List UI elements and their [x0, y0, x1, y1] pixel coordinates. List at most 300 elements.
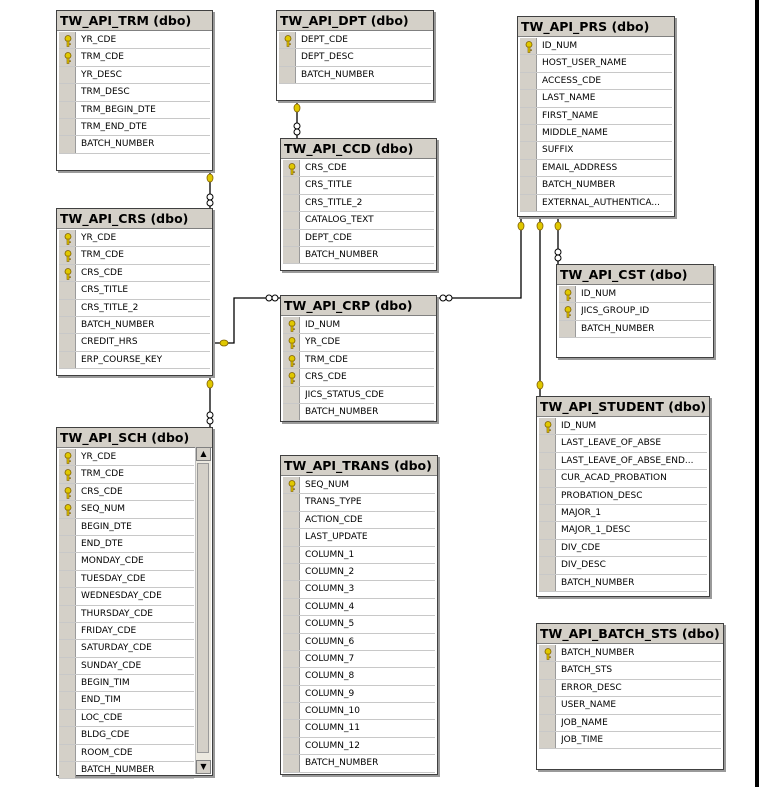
column-row[interactable] [539, 505, 707, 522]
column-row[interactable] [539, 488, 707, 505]
column-name: HOST_USER_NAME [542, 58, 627, 69]
column-row[interactable] [283, 564, 435, 581]
many-end-icon [294, 123, 300, 129]
column-row[interactable] [283, 512, 435, 529]
row-selector[interactable] [539, 435, 556, 451]
row-selector[interactable] [59, 49, 76, 65]
row-selector[interactable] [539, 662, 556, 678]
column-row[interactable] [539, 697, 721, 714]
column-row[interactable] [520, 195, 672, 212]
column-row[interactable] [520, 108, 672, 125]
primary-key-icon [63, 268, 73, 280]
row-selector[interactable] [59, 745, 76, 761]
column-row[interactable] [283, 404, 434, 421]
column-row[interactable] [59, 300, 210, 317]
table-title[interactable]: TW_API_CRP (dbo) [281, 296, 436, 316]
many-end-icon [440, 295, 446, 301]
column-row[interactable] [283, 177, 434, 194]
many-end-icon [555, 249, 561, 255]
column-row[interactable] [539, 470, 707, 487]
row-selector[interactable] [520, 108, 537, 124]
scroll-down-icon[interactable]: ▼ [196, 760, 211, 774]
row-selector[interactable] [520, 160, 537, 176]
column-row[interactable] [59, 745, 194, 762]
column-row[interactable] [283, 317, 434, 334]
column-row[interactable] [59, 588, 194, 605]
column-row[interactable] [59, 230, 210, 247]
row-selector[interactable] [59, 466, 76, 482]
column-name: ERROR_DESC [561, 682, 622, 693]
column-name: ID_NUM [581, 289, 617, 299]
column-list [539, 418, 707, 592]
row-selector[interactable] [59, 317, 76, 333]
row-selector[interactable] [283, 195, 300, 211]
column-name: BLDG_CDE [81, 730, 130, 741]
row-selector[interactable] [283, 529, 300, 545]
column-row[interactable] [59, 606, 194, 623]
column-row[interactable] [59, 675, 194, 692]
column-row[interactable] [283, 160, 434, 177]
column-name: YR_CDE [305, 337, 341, 348]
row-selector[interactable] [539, 645, 556, 661]
column-row[interactable] [59, 32, 210, 49]
column-row[interactable] [539, 435, 707, 452]
table-title[interactable]: TW_API_CCD (dbo) [281, 139, 436, 159]
column-row[interactable] [283, 387, 434, 404]
column-row[interactable] [59, 501, 194, 518]
row-selector[interactable] [59, 334, 76, 350]
column-row[interactable] [59, 265, 210, 282]
column-name: COLUMN_3 [305, 584, 355, 595]
column-name: TRANS_TYPE [305, 497, 362, 508]
row-selector[interactable] [59, 553, 76, 569]
column-row[interactable] [59, 334, 210, 351]
column-row[interactable] [520, 73, 672, 90]
primary-key-icon [63, 487, 73, 499]
row-selector[interactable] [283, 634, 300, 650]
row-selector[interactable] [520, 38, 537, 54]
column-row[interactable] [283, 599, 435, 616]
column-row[interactable] [283, 634, 435, 651]
row-selector[interactable] [283, 317, 300, 333]
column-name: JICS_STATUS_CDE [305, 389, 384, 400]
column-name: ID_NUM [542, 41, 578, 51]
scrollbar-thumb[interactable] [197, 463, 209, 753]
row-selector[interactable] [539, 715, 556, 731]
column-row[interactable] [283, 247, 434, 264]
row-selector[interactable] [539, 418, 556, 434]
column-name: ACTION_CDE [305, 514, 363, 525]
column-row[interactable] [539, 418, 707, 435]
column-name: BATCH_NUMBER [81, 139, 155, 150]
column-row[interactable] [59, 536, 194, 553]
many-end-icon [207, 194, 213, 200]
column-row[interactable] [283, 703, 435, 720]
column-row[interactable] [59, 466, 194, 483]
column-name: COLUMN_1 [305, 549, 355, 560]
column-row[interactable] [59, 762, 194, 779]
column-row[interactable] [539, 540, 707, 557]
row-selector[interactable] [520, 73, 537, 89]
column-row[interactable] [59, 553, 194, 570]
column-row[interactable] [539, 522, 707, 539]
column-name: YR_DESC [81, 69, 122, 80]
column-name: TUESDAY_CDE [81, 573, 146, 584]
scroll-up-icon[interactable]: ▲ [196, 447, 211, 461]
row-selector[interactable] [279, 49, 296, 65]
row-selector[interactable] [283, 564, 300, 580]
column-row[interactable] [59, 449, 194, 466]
row-selector[interactable] [283, 230, 300, 246]
column-name: CREDIT_HRS [81, 337, 138, 348]
column-row[interactable] [59, 282, 210, 299]
row-selector[interactable] [59, 501, 76, 517]
table-tw-api-prs[interactable] [517, 16, 675, 217]
column-row[interactable] [279, 49, 431, 66]
row-selector[interactable] [283, 686, 300, 702]
table-tw-api-cst[interactable] [556, 264, 714, 358]
column-row[interactable] [59, 317, 210, 334]
row-selector[interactable] [283, 387, 300, 403]
column-row[interactable] [539, 575, 707, 592]
row-selector[interactable] [59, 484, 76, 500]
row-selector[interactable] [283, 703, 300, 719]
row-selector[interactable] [59, 449, 76, 465]
column-row[interactable] [283, 195, 434, 212]
row-selector[interactable] [520, 142, 537, 158]
table-tw-api-crp[interactable] [280, 295, 437, 422]
one-end-key-icon [537, 222, 543, 230]
column-row[interactable] [59, 119, 210, 136]
column-name: CATALOG_TEXT [305, 215, 374, 226]
table-tw-api-ccd[interactable] [280, 138, 437, 271]
column-name: COLUMN_9 [305, 688, 355, 699]
column-row[interactable] [283, 581, 435, 598]
row-selector[interactable] [59, 710, 76, 726]
row-selector[interactable] [59, 640, 76, 656]
column-name: SEQ_NUM [305, 480, 350, 490]
column-row[interactable] [59, 571, 194, 588]
row-selector[interactable] [539, 697, 556, 713]
row-selector[interactable] [59, 588, 76, 604]
column-name: BEGIN_DTE [81, 521, 132, 532]
relationship-crs-crp [212, 298, 281, 343]
column-name: COLUMN_11 [305, 723, 360, 734]
column-row[interactable] [59, 640, 194, 657]
row-selector[interactable] [539, 488, 556, 504]
primary-key-icon [63, 52, 73, 64]
row-selector[interactable] [283, 755, 300, 771]
column-name: MAJOR_1 [561, 507, 602, 518]
column-row[interactable] [59, 136, 210, 153]
row-selector[interactable] [559, 303, 576, 319]
column-name: COLUMN_7 [305, 653, 355, 664]
row-selector[interactable] [59, 658, 76, 674]
row-selector[interactable] [283, 404, 300, 420]
table-tw-api-trans[interactable] [280, 455, 438, 775]
column-name: BATCH_NUMBER [305, 758, 379, 769]
column-row[interactable] [520, 38, 672, 55]
row-selector[interactable] [59, 102, 76, 118]
row-selector[interactable] [283, 494, 300, 510]
column-name: CRS_TITLE [305, 180, 353, 191]
column-row[interactable] [520, 90, 672, 107]
column-name: TRM_DESC [81, 87, 130, 98]
column-name: BATCH_NUMBER [561, 648, 635, 658]
column-row[interactable] [559, 321, 711, 338]
column-row[interactable] [283, 686, 435, 703]
column-name: BEGIN_TIM [81, 678, 130, 689]
column-row[interactable] [539, 662, 721, 679]
column-name: COLUMN_2 [305, 566, 355, 577]
row-selector[interactable] [59, 762, 76, 778]
column-name: BATCH_NUMBER [81, 765, 155, 776]
column-name: LOC_CDE [81, 712, 123, 723]
row-selector[interactable] [59, 727, 76, 743]
column-row[interactable] [283, 755, 435, 772]
column-row[interactable] [283, 616, 435, 633]
row-selector[interactable] [59, 352, 76, 368]
column-row[interactable] [59, 84, 210, 101]
column-row[interactable] [59, 727, 194, 744]
column-name: TRM_CDE [81, 52, 124, 63]
row-selector[interactable] [59, 675, 76, 691]
table-tw-api-sch[interactable] [56, 427, 213, 776]
column-name: DEPT_DESC [301, 52, 354, 63]
column-name: MIDDLE_NAME [542, 127, 608, 138]
column-row[interactable] [283, 529, 435, 546]
row-selector[interactable] [279, 32, 296, 48]
row-selector[interactable] [539, 557, 556, 573]
row-selector[interactable] [520, 55, 537, 71]
column-row[interactable] [59, 692, 194, 709]
row-selector[interactable] [59, 247, 76, 263]
row-selector[interactable] [59, 32, 76, 48]
column-row[interactable] [283, 212, 434, 229]
row-selector[interactable] [59, 606, 76, 622]
column-name: CRS_CDE [305, 163, 347, 173]
row-selector[interactable] [59, 265, 76, 281]
column-row[interactable] [59, 710, 194, 727]
column-name: FRIDAY_CDE [81, 625, 137, 636]
column-row[interactable] [520, 55, 672, 72]
column-row[interactable] [283, 738, 435, 755]
column-row[interactable] [283, 651, 435, 668]
row-selector[interactable] [539, 575, 556, 591]
row-selector[interactable] [520, 125, 537, 141]
table-tw-api-student[interactable] [536, 396, 710, 597]
primary-key-icon [524, 41, 534, 53]
row-selector[interactable] [279, 67, 296, 83]
column-row[interactable] [59, 484, 194, 501]
column-row[interactable] [59, 67, 210, 84]
column-name: CRS_TITLE [81, 285, 129, 296]
column-row[interactable] [539, 645, 721, 662]
column-name: END_TIM [81, 695, 121, 706]
column-row[interactable] [520, 177, 672, 194]
column-row[interactable] [283, 668, 435, 685]
column-row[interactable] [279, 32, 431, 49]
column-row[interactable] [279, 67, 431, 84]
row-selector[interactable] [59, 119, 76, 135]
row-selector[interactable] [283, 212, 300, 228]
primary-key-icon [287, 480, 297, 492]
row-selector[interactable] [59, 282, 76, 298]
row-selector[interactable] [283, 720, 300, 736]
row-selector[interactable] [283, 160, 300, 176]
vertical-scrollbar[interactable] [195, 447, 211, 774]
row-selector[interactable] [539, 453, 556, 469]
column-name: ERP_COURSE_KEY [81, 354, 163, 365]
row-selector[interactable] [539, 732, 556, 748]
column-name: SUFFIX [542, 145, 574, 156]
column-row[interactable] [520, 125, 672, 142]
primary-key-icon [287, 320, 297, 332]
column-row[interactable] [59, 247, 210, 264]
column-name: ROOM_CDE [81, 747, 133, 758]
column-row[interactable] [559, 303, 711, 320]
row-selector[interactable] [59, 84, 76, 100]
row-selector[interactable] [59, 571, 76, 587]
one-end-key-icon [537, 381, 543, 389]
row-selector[interactable] [59, 519, 76, 535]
row-selector[interactable] [59, 300, 76, 316]
row-selector[interactable] [283, 668, 300, 684]
row-selector[interactable] [520, 195, 537, 211]
column-name: BATCH_NUMBER [305, 406, 379, 417]
column-row[interactable] [559, 286, 711, 303]
column-list [59, 32, 210, 154]
table-title[interactable]: TW_API_BATCH_STS (dbo) [537, 624, 723, 644]
column-name: DIV_DESC [561, 560, 606, 571]
column-row[interactable] [520, 142, 672, 159]
column-row[interactable] [59, 519, 194, 536]
primary-key-icon [63, 452, 73, 464]
primary-key-icon [563, 289, 573, 301]
row-selector[interactable] [283, 512, 300, 528]
column-row[interactable] [283, 230, 434, 247]
column-list [520, 38, 672, 212]
row-selector[interactable] [59, 67, 76, 83]
column-name: TRM_END_DTE [81, 121, 147, 132]
column-name: BATCH_NUMBER [542, 180, 616, 191]
column-row[interactable] [283, 334, 434, 351]
row-selector[interactable] [283, 177, 300, 193]
row-selector[interactable] [59, 136, 76, 152]
column-name: CRS_TITLE_2 [81, 302, 139, 313]
table-title[interactable]: TW_API_CRS (dbo) [57, 209, 212, 229]
table-title[interactable]: TW_API_STUDENT (dbo) [537, 397, 709, 417]
table-tw-api-trm[interactable] [56, 10, 213, 171]
many-end-icon [446, 295, 452, 301]
column-row[interactable] [283, 720, 435, 737]
column-row[interactable] [283, 547, 435, 564]
column-row[interactable] [283, 477, 435, 494]
column-name: YR_CDE [81, 233, 117, 243]
table-tw-api-batch-sts[interactable] [536, 623, 724, 770]
row-selector[interactable] [59, 536, 76, 552]
column-row[interactable] [539, 680, 721, 697]
row-selector[interactable] [283, 651, 300, 667]
table-title[interactable]: TW_API_DPT (dbo) [277, 11, 433, 31]
row-selector[interactable] [283, 369, 300, 385]
column-row[interactable] [59, 102, 210, 119]
row-selector[interactable] [539, 470, 556, 486]
column-row[interactable] [283, 352, 434, 369]
column-name: TRM_CDE [305, 354, 348, 365]
row-selector[interactable] [283, 547, 300, 563]
table-title[interactable]: TW_API_TRANS (dbo) [281, 456, 437, 476]
row-selector[interactable] [283, 599, 300, 615]
row-selector[interactable] [283, 581, 300, 597]
column-row[interactable] [59, 352, 210, 369]
row-selector[interactable] [59, 623, 76, 639]
primary-key-icon [63, 35, 73, 47]
row-selector[interactable] [520, 177, 537, 193]
row-selector[interactable] [283, 352, 300, 368]
row-selector[interactable] [539, 680, 556, 696]
column-name: YR_CDE [81, 35, 117, 45]
column-name: DIV_CDE [561, 542, 601, 553]
row-selector[interactable] [283, 738, 300, 754]
row-selector[interactable] [283, 616, 300, 632]
column-row[interactable] [520, 160, 672, 177]
column-row[interactable] [59, 623, 194, 640]
many-end-icon [555, 255, 561, 261]
column-name: FIRST_NAME [542, 110, 599, 121]
column-list [283, 317, 434, 421]
row-selector[interactable] [539, 522, 556, 538]
column-list [279, 32, 431, 84]
column-name: ID_NUM [561, 421, 597, 431]
row-selector[interactable] [283, 334, 300, 350]
row-selector[interactable] [520, 90, 537, 106]
table-title[interactable]: TW_API_TRM (dbo) [57, 11, 212, 31]
row-selector[interactable] [539, 505, 556, 521]
column-row[interactable] [539, 557, 707, 574]
column-name: EMAIL_ADDRESS [542, 162, 618, 173]
relationship-prs-crp [437, 218, 521, 298]
row-selector[interactable] [283, 477, 300, 493]
row-selector[interactable] [539, 540, 556, 556]
column-name: EXTERNAL_AUTHENTICA... [542, 197, 660, 208]
row-selector[interactable] [283, 247, 300, 263]
table-title[interactable]: TW_API_PRS (dbo) [518, 17, 674, 37]
table-tw-api-crs[interactable] [56, 208, 213, 376]
column-name: COLUMN_12 [305, 740, 360, 751]
column-row[interactable] [539, 715, 721, 732]
column-name: BATCH_STS [561, 665, 613, 676]
table-tw-api-dpt[interactable] [276, 10, 434, 101]
column-row[interactable] [283, 494, 435, 511]
column-row[interactable] [283, 369, 434, 386]
column-row[interactable] [59, 658, 194, 675]
table-title[interactable]: TW_API_SCH (dbo) [57, 428, 212, 448]
column-name: BATCH_NUMBER [301, 69, 375, 80]
row-selector[interactable] [59, 692, 76, 708]
one-end-key-icon [220, 340, 228, 346]
many-end-icon [272, 295, 278, 301]
column-row[interactable] [59, 49, 210, 66]
column-row[interactable] [539, 732, 721, 749]
row-selector[interactable] [559, 286, 576, 302]
column-name: TRM_CDE [81, 469, 124, 480]
column-row[interactable] [539, 453, 707, 470]
row-selector[interactable] [559, 321, 576, 337]
table-title[interactable]: TW_API_CST (dbo) [557, 265, 713, 285]
column-name: DEPT_CDE [305, 232, 352, 243]
row-selector[interactable] [59, 230, 76, 246]
